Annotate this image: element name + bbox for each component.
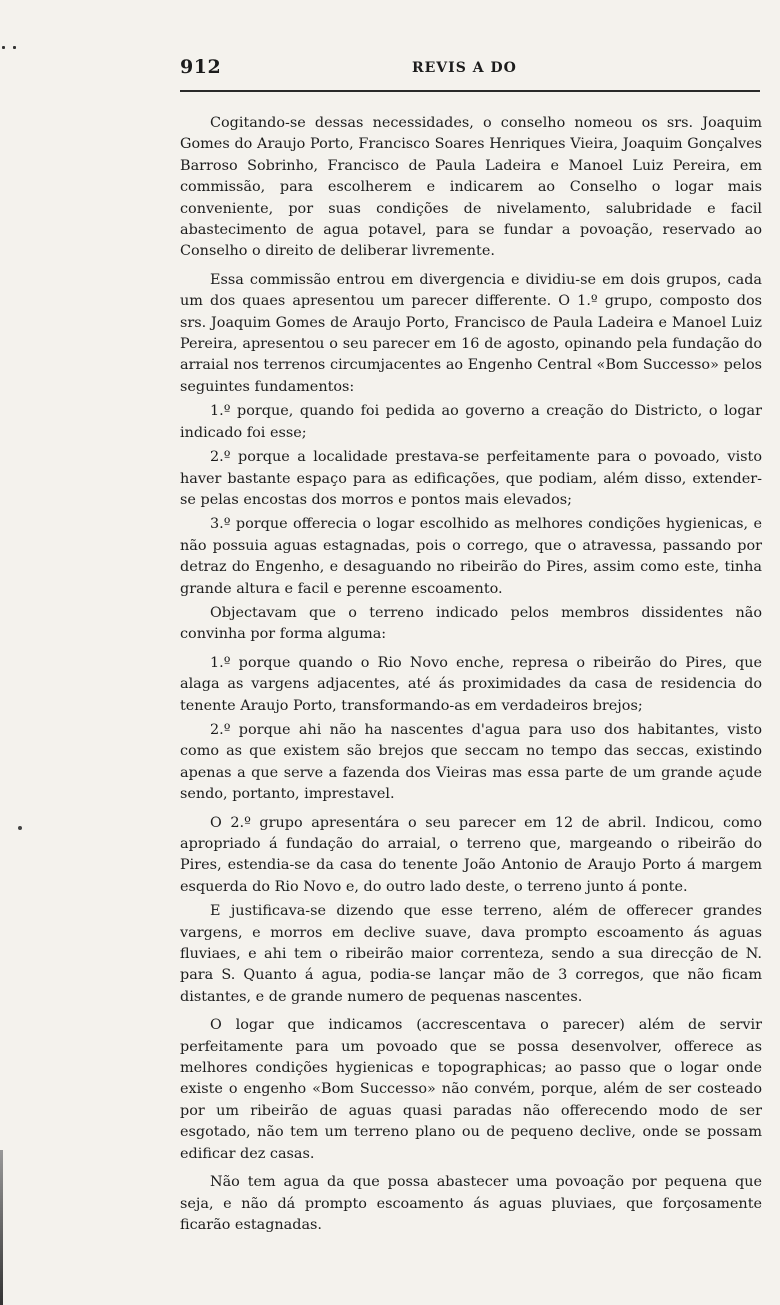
- binding-edge: [0, 1150, 3, 1305]
- paragraph: 1.º porque quando o Rio Novo enche, represa o ribeirão do Pires, que alaga as vargens adjacentes, até ás proximidades da casa de residencia do tenente Araujo Porto, transformando-as em verdadeiros brejos;: [180, 654, 762, 714]
- margin-mark: [2, 34, 24, 37]
- paragraph: Objectavam que o terreno indicado pelos membros dissidentes não convinha por forma alguma:: [180, 604, 762, 643]
- paragraph: 2.º porque a localidade prestava-se perfeitamente para o povoado, visto haver bastante espaço para as edificações, que podiam, além disso, extender-se pelas encostas dos morros e pontos mais elevados;: [180, 449, 762, 508]
- paragraph: 3.º porque offerecia o logar escolhido as melhores condições hygienicas, e não possuia aguas estagnadas, pois o corrego, que o atravessa, passando por detraz do Engenho, e desaguando no ribeirão do Pires, assim como este, tinha grande altura e facil e perenne escoamento.: [180, 516, 762, 597]
- body-text: [180, 113, 762, 1239]
- margin-dot: [18, 826, 22, 830]
- header-rule: [180, 90, 760, 92]
- page-number: 912: [180, 56, 222, 78]
- paragraph: 2.º porque ahi não ha nascentes d'agua para uso dos habitantes, visto como as que existem são brejos que seccam no tempo das seccas, existindo apenas a que serve a fazenda dos Vieiras mas essa parte de um grande açude sendo, portanto, imprestavel.: [180, 721, 762, 803]
- running-head: REVIS A DO: [412, 60, 517, 76]
- paragraph: O 2.º grupo apresentára o seu parecer em 12 de abril. Indicou, como apropriado á fundação do arraial, o terreno que, margeando o ribeirão do Pires, estendia-se da casa do tenente João Antonio de Araujo Porto á margem esquerda do Rio Novo e, do outro lado deste, o terreno junto á ponte.: [180, 814, 762, 895]
- paragraph: E justificava-se dizendo que esse terreno, além de offerecer grandes vargens, e morros em declive suave, dava prompto escoamento ás aguas fluviaes, e ahi tem o ribeirão maior correnteza, sendo a sua direcção de N. para S. Quanto á agua, podia-se lançar mão de 3 corregos, que não ficam distantes, e de grande numero de pequenas nascentes.: [180, 903, 762, 1005]
- paragraph: Cogitando-se dessas necessidades, o conselho nomeou os srs. Joaquim Gomes do Araujo Porto, Francisco Soares Henriques Vieira, Joaquim Gonçalves Barroso Sobrinho, Francisco de Paula Ladeira e Manoel Luiz Pereira, em commissão, para escolherem e indicarem ao Conselho o logar mais conveniente, por suas condições de nivelamento, salubridade e facil abastecimento de agua potavel, para se fundar a povoação, reservado ao Conselho o direito de deliberar livremente.: [180, 115, 762, 260]
- paragraph: Essa commissão entrou em divergencia e dividiu-se em dois grupos, cada um dos quaes apresentou um parecer differente. O 1.º grupo, composto dos srs. Joaquim Gomes de Araujo Porto, Francisco de Paula Ladeira e Manoel Luiz Pereira, apresentou o seu parecer em 16 de agosto, opinando pela fundação do arraial nos terrenos circumjacentes ao Engenho Central «Bom Successo» pelos seguintes fundamentos:: [180, 271, 762, 395]
- paragraph: Não tem agua da que possa abastecer uma povoação por pequena que seja, e não dá prompto escoamento ás aguas pluviaes, que forçosamente ficarão estagnadas.: [180, 1174, 762, 1233]
- page-header: [180, 56, 760, 88]
- paragraph: O logar que indicamos (accrescentava o parecer) além de servir perfeitamente para um povoado que se possa desenvolver, offerece as melhores condições hygienicas e topographicas; ao passo que o logar onde existe o engenho «Bom Successo» não convém, porque, além de ser costeado por um ribeirão de aguas quasi paradas não offerecendo modo de ser esgotado, não tem um terreno plano ou de pequeno declive, onde se possam edificar dez casas.: [180, 1017, 762, 1162]
- paragraph: 1.º porque, quando foi pedida ao governo a creação do Districto, o logar indicado foi esse;: [180, 403, 762, 441]
